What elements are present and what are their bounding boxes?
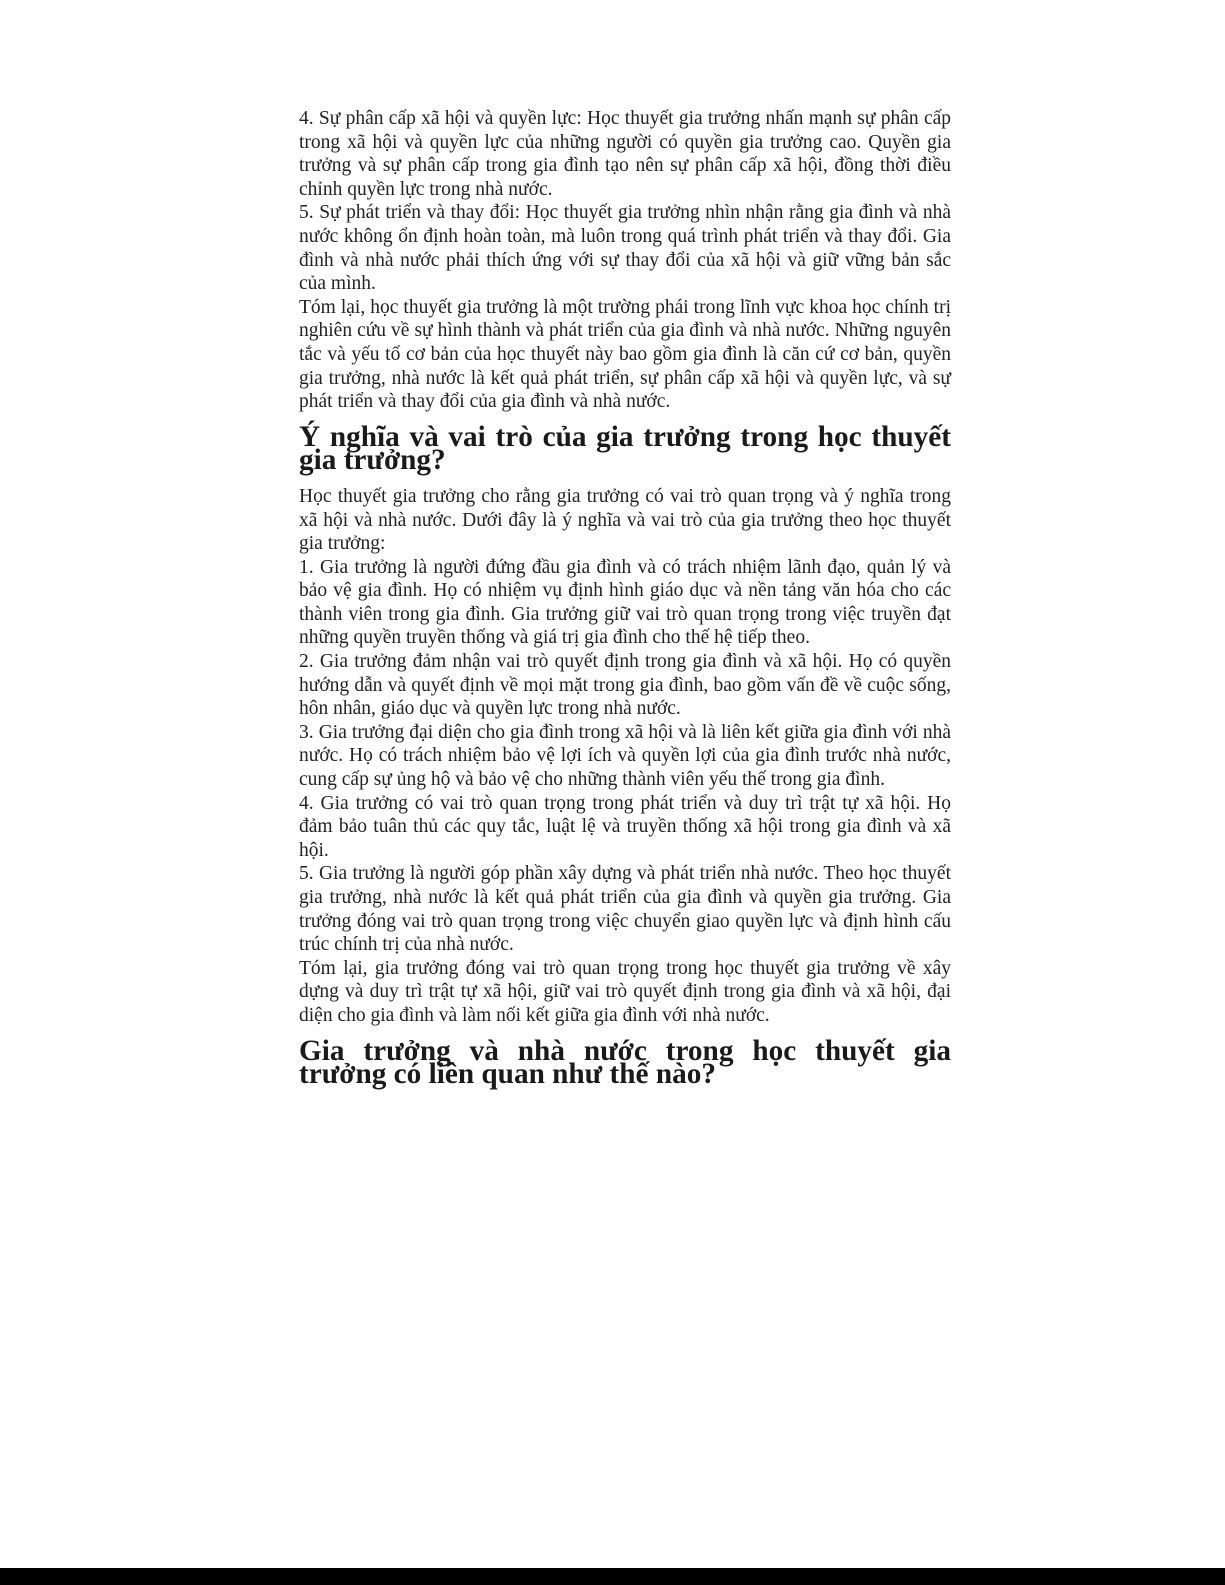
paragraph-role-4: 4. Gia trưởng có vai trò quan trọng trong phát triển và duy trì trật tự xã hội. Họ đảm bảo tuân thủ các quy tắc, luật lệ và truyền thống xã hội trong gia đình và xã hội. bbox=[299, 792, 951, 861]
paragraph-role-1: 1. Gia trưởng là người đứng đầu gia đình và có trách nhiệm lãnh đạo, quản lý và bảo vệ gia đình. Họ có nhiệm vụ định hình giáo dục và nền tảng văn hóa cho các thành viên trong gia đình. Gia trưởng giữ vai trò quan trọng trong việc truyền đạt những quyền truyền thống và giá trị gia đình cho thế hệ tiếp theo. bbox=[299, 556, 951, 649]
paragraph-role-3: 3. Gia trưởng đại diện cho gia đình trong xã hội và là liên kết giữa gia đình với nhà nước. Họ có trách nhiệm bảo vệ lợi ích và quyền lợi của gia đình trước nhà nước, cung cấp sự ủng hộ và bảo vệ cho những thành viên yếu thế trong gia đình. bbox=[299, 721, 951, 791]
paragraph-summary-1: Tóm lại, học thuyết gia trưởng là một trường phái trong lĩnh vực khoa học chính trị nghiên cứu về sự hình thành và phát triển của gia đình và nhà nước. Những nguyên tắc và yếu tố cơ bản của học thuyết này bao gồm gia đình là căn cứ cơ bản, quyền gia trưởng, nhà nước là kết quả phát triển, sự phân cấp xã hội và quyền lực, và sự phát triển và thay đổi của gia đình và nhà nước. bbox=[299, 296, 951, 413]
section-heading-role-of-patriarch: Ý nghĩa và vai trò của gia trưởng trong học thuyết gia trưởng? bbox=[299, 420, 951, 477]
scan-bottom-edge bbox=[0, 1568, 1225, 1585]
paragraph-role-2: 2. Gia trưởng đảm nhận vai trò quyết định trong gia đình và xã hội. Họ có quyền hướng dẫn và quyết định về mọi mặt trong gia đình, bao gồm vấn đề về cuộc sống, hôn nhân, giáo dục và quyền lực trong nhà nước. bbox=[299, 651, 951, 720]
paragraph-role-5: 5. Gia trưởng là người góp phần xây dựng và phát triển nhà nước. Theo học thuyết gia trưởng, nhà nước là kết quả phát triển của gia đình và quyền gia trưởng. Gia trưởng đóng vai trò quan trọng trong việc chuyển giao quyền lực và định hình cấu trúc chính trị của nhà nước. bbox=[299, 863, 951, 956]
document-page bbox=[299, 107, 951, 1099]
paragraph-intro-role: Học thuyết gia trưởng cho rằng gia trưởng có vai trò quan trọng và ý nghĩa trong xã hội và nhà nước. Dưới đây là ý nghĩa và vai trò của gia trưởng theo học thuyết gia trưởng: bbox=[299, 485, 951, 555]
section-heading-patriarch-and-state: Gia trưởng và nhà nước trong học thuyết gia trưởng có liên quan như thế nào? bbox=[299, 1034, 951, 1091]
paragraph-social-hierarchy: 4. Sự phân cấp xã hội và quyền lực: Học thuyết gia trưởng nhấn mạnh sự phân cấp trong xã hội và quyền lực của những người có quyền gia trưởng cao. Quyền gia trưởng và sự phân cấp trong gia đình tạo nên sự phân cấp xã hội, đồng thời điều chỉnh quyền lực trong nhà nước. bbox=[299, 108, 951, 200]
paragraph-development-change: 5. Sự phát triển và thay đổi: Học thuyết gia trưởng nhìn nhận rằng gia đình và nhà nước không ổn định hoàn toàn, mà luôn trong quá trình phát triển và thay đổi. Gia đình và nhà nước phải thích ứng với sự thay đổi của xã hội và giữ vững bản sắc của mình. bbox=[299, 202, 951, 295]
paragraph-summary-2: Tóm lại, gia trưởng đóng vai trò quan trọng trong học thuyết gia trưởng về xây dựng và duy trì trật tự xã hội, giữ vai trò quyết định trong gia đình và xã hội, đại diện cho gia đình và làm nối kết giữa gia đình với nhà nước. bbox=[299, 957, 951, 1026]
